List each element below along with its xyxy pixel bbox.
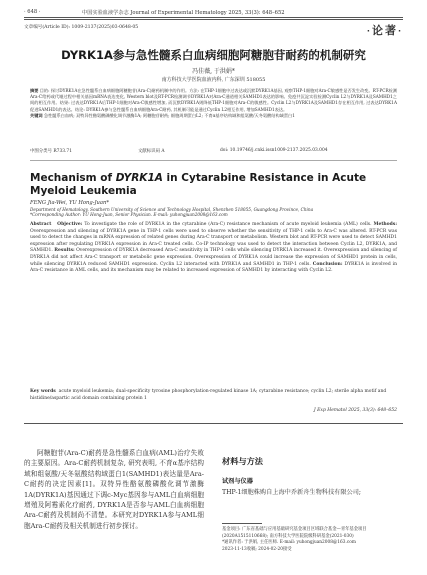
authors-cn: 冯佳薇, 于洪娟* (192, 68, 235, 75)
materials-subheading: 试剂与仪器 (222, 478, 253, 485)
keywords-cn: 急性髓系白血病; 双特异性酪氨酸磷酸化调节激酶1A; 阿糖胞苷耐药; 细胞周期蛋白L2; 不育α基序结构域和组氨酸/天冬氨酸结构域蛋白1 (43, 112, 295, 118)
objective-text: To investigate the role of DYRK1A in the cytarabine (Ara-C) resistance mechanism of acute myeloid leukemia (AML) cells. (84, 222, 372, 227)
english-abstract (30, 222, 397, 275)
english-title (30, 172, 397, 198)
methods-heading: 材料与方法 (222, 456, 263, 466)
bullet-icon: · (397, 26, 403, 36)
english-affiliation: Department of Hematology, Southern University of Science and Technology Hospital, Shenzhen 518055, Guangdong Province, China *Corresponding Author: YU Hong-Juan, Senior Physician. E-mail: yuhongjuan2008@163.com (30, 207, 314, 218)
header-rule-double (24, 19, 403, 20)
results-text: Overexpression of DYRK1A decreased Ara-C sensitivity in THP-1 cells while silencing DYRK1A increased it. Overexpression and silencing of DYRK1A did not affect Ara-C transport or metabolic gene expression. Overexpression of DYRK1A could increase the expression of SAMHD1 protein in cells, while silencing DYRK1A reduced SAMHD1 expression. Cyclin L2 interacted with DYRK1A and SAMHD1 in THP-1 cells. (30, 248, 397, 267)
page-title: DYRK1A参与急性髓系白血病细胞阿糖胞苷耐药的机制研究 (61, 48, 366, 62)
abstract-label: Abstract (30, 222, 52, 227)
footnotes (222, 527, 404, 553)
journal-citation: 中国实验血液学杂志 Journal of Experimental Hematology 2025, 33(3): 648–652 (82, 10, 285, 16)
article-id: 文章编号(Article ID): 1009-2137(2025)03-0648-05 (24, 25, 139, 30)
section-label (367, 22, 403, 38)
running-header (24, 5, 403, 17)
section-divider (30, 160, 397, 161)
doi[interactable]: doi: 10.19746/j.cnki.issn1009-2137.2025.03.004 (220, 148, 328, 153)
keywords-text: acute myeloid leukemia; dual-specificity tyrosine phosphorylation-regulated kinase 1A; cytarabine resistance; cyclin L2; sterile alpha motif and histidine/aspartic acid domain containing protein 1 (30, 389, 387, 401)
dates-footnote: 2023-11-13收稿; 2024-02-20接受 (222, 546, 292, 552)
english-title-post: in Cytarabine Resistance in Acute Myeloid Leukemia (30, 172, 367, 197)
materials-text: THP-1细胞株购自上海中乔新舟生物科技有限公司; (222, 489, 362, 496)
introduction (24, 448, 204, 531)
clc-number: 中图分类号 R733.71 (30, 149, 73, 154)
abstract-text-cn: 目的: 探讨DYRK1A在急性髓系白血病细胞阿糖胞苷(Ara-C)耐药机制中的作用。方法: 在THP-1细胞中过表达或沉默DYRK1A基因, 观察THP-1细胞对Ara-C敏感性是否发生改变。RT-PCR检测Ara-C给药或代谢过程中相关基因mRNA表达变化, Western blot及RT-PCR检测调节DYRK1A对Ara-C通道相关SAMHD1表达的影响。免疫共沉淀实验检测Cyclin L2与DYRK1A及SAMHD1之间的相互作用。结果: 过表达DYRK1A后THP-1细胞对Ara-C敏感性增加, 而沉默DYRK1A则降低THP-1细胞对Ara-C的敏感性。Cyclin L2与DYRK1A及SAMHD1存在相互作用, 过表达DYRK1A促进SAMHD1的表达。结论: DYRK1A参与急性髓系白血病细胞Ara-C耐药, 其机制可能是通过Cyclin L2相互作用, 增加SAMHD1表达。 (30, 88, 397, 112)
english-title-pre: Mechanism of (30, 172, 116, 184)
document-code: 文献标识码 A (138, 149, 165, 154)
english-title-gene: DYRK1A (115, 172, 163, 184)
correspondence-footnote: *通讯作者: 于洪娟, 主任医师. E-mail: yuhongjuan2008@163.com (222, 540, 356, 545)
methods-label: Methods: (373, 222, 398, 227)
section-label-text: 论著 (371, 24, 398, 37)
bullet-icon: · (366, 26, 372, 36)
funding-footnote: 基金项目: 广东省基础与应用基础研究基金项目区域联合基金—青年基金项目(2020A1515110668); 南方科技大学医院院级科研基金(2021-030) (222, 527, 367, 539)
abstract-label-cn: 摘要 (30, 88, 39, 93)
footnote-rule (222, 523, 262, 524)
conclusion-label: Conclusion: (312, 261, 343, 267)
english-citation: J Exp Hematol 2025, 33(3): 648–652 (313, 408, 397, 413)
keywords-label: Key words (30, 389, 56, 394)
affiliation-cn: 南方科技大学医院血液内科, 广东深圳 518055 (161, 77, 266, 83)
header-rule (24, 17, 403, 18)
methods-text: Overexpression and silencing of DYRK1A gene in THP-1 cells were used to observe whether the sensitivity of THP-1 cells to Ara-C was altered. RT-PCR was used to detect the changes in mRNA expression of related genes during Ara-C transport or metabolism. Western blot and RT-PCR were used to detect SAMHD1 expression after regulating DYRK1A expression in Ara-C treated cells. Co-IP technology was used to detect the interaction between Cyclin L2, DYRK1A, and SAMHD1. (30, 228, 397, 254)
identifiers-row (30, 148, 397, 156)
body-divider (24, 423, 403, 424)
page-number: · 648 · (24, 9, 41, 15)
introduction-paragraph: 阿糖胞苷(Ara-C)耐药是急性髓系白血病(AML)治疗失败的主要原因。Ara-C耐药机制复杂, 研究表明, 不育α基序结构域和组氨酸/天冬氨酸结构域蛋白1(SAMHD1)表达量是Ara-C耐药的决定因素[1]。双特异性酪氨酸磷酸化调节激酶1A(DYRK1A)基因通过下调c-Myc基因参与AML白血病细胞增殖及阿霉素化疗耐药, DYRK1A是否参与AML白血病细胞Ara-C耐药及机制尚不清楚。本研究对DYRK1A参与AML细胞Ara-C耐药及相关机制进行初步探讨。 (24, 449, 204, 530)
keywords-label-cn: 关键词 (30, 112, 43, 118)
english-authors: FENG Jia-Wei, YU Hong-Juan* (30, 200, 109, 206)
english-keywords (30, 389, 397, 402)
abstract-cn (30, 88, 397, 119)
objective-label: Objective: (57, 222, 83, 227)
conclusion-text: DYRK1A is involved in Ara-C resistance in AML cells, and its mechanism may be related to increased expression of SAMHD1 by interacting with Cyclin L2. (30, 261, 397, 274)
results-label: Results: (54, 248, 75, 254)
